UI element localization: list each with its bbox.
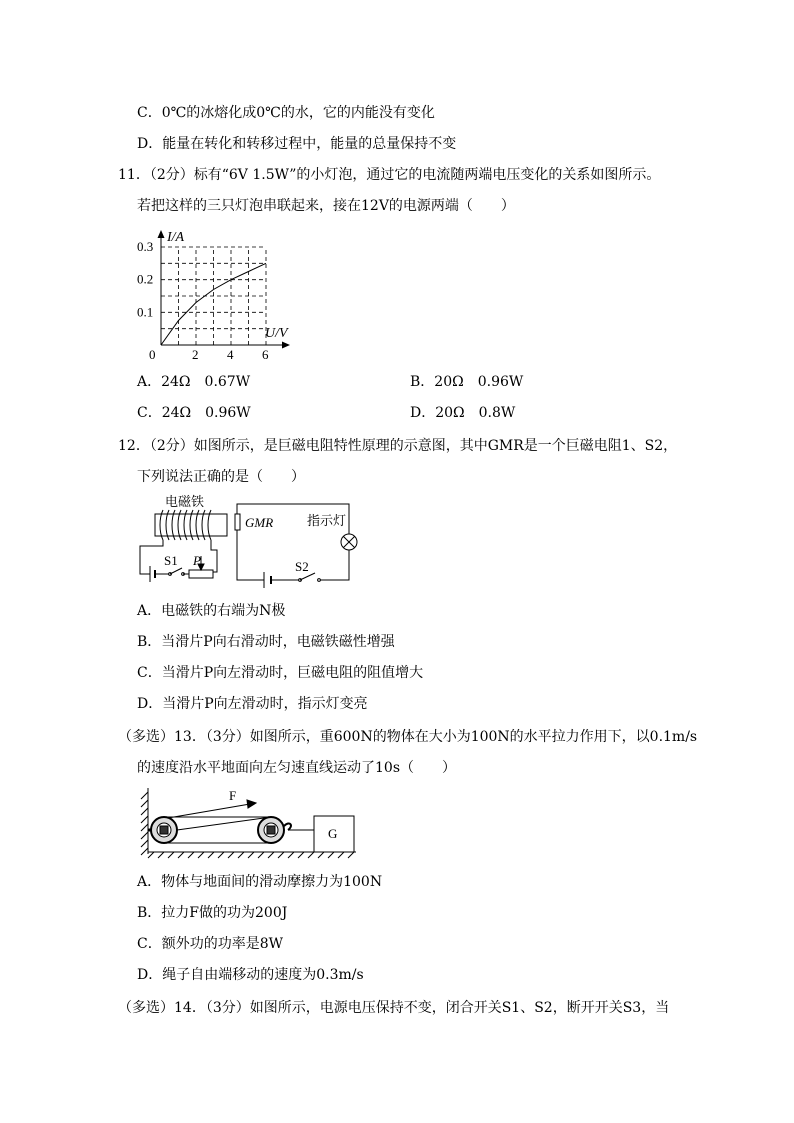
force-arrow-icon [168, 800, 256, 818]
y-tick-label: 0.2 [137, 271, 154, 287]
q11-stem-line1: 11．（2分）标有“6V 1.5W”的小灯泡，通过它的电流随两端电压变化的关系如图所示。 [118, 167, 661, 183]
q12-option-a: A．电磁铁的右端为N极 [137, 603, 286, 619]
ground-icon [148, 852, 356, 858]
q13-option-d: D．绳子自由端移动的速度为0.3m/s [137, 967, 364, 983]
y-tick-label: 0.3 [137, 239, 154, 254]
gmr-label: GMR [245, 515, 274, 530]
q11-option-d: D．20Ω 0.8W [410, 405, 516, 421]
battery-1-icon [150, 566, 155, 582]
q13-stem-line1: （多选）13．（3分）如图所示，重600N的物体在大小为100N的水平拉力作用下，以0.1m/s [118, 729, 698, 745]
q12-option-b: B．当滑片P向右滑动时，电磁铁磁性增强 [137, 634, 395, 650]
x-tick-label: 4 [227, 347, 234, 362]
switch-s2-label: S2 [295, 559, 309, 574]
q10-option-d: D．能量在转化和转移过程中，能量的总量保持不变 [137, 136, 457, 152]
q13-option-c: C．额外功的功率是8W [137, 936, 284, 952]
force-label: F [229, 788, 237, 803]
q11-option-a: A．24Ω 0.67W [137, 374, 251, 390]
q11-option-b: B．20Ω 0.96W [410, 374, 524, 390]
ropes [164, 817, 271, 843]
q11-option-c: C．24Ω 0.96W [137, 405, 251, 421]
x-tick-label: 2 [192, 347, 199, 362]
fixed-pulley-icon [151, 817, 177, 843]
y-tick-label: 0.1 [137, 304, 154, 320]
switch-s2-icon [299, 573, 321, 581]
indicator-lamp-label: 指示灯 [307, 513, 347, 528]
q13-pulley-diagram [138, 786, 363, 860]
control-circuit-wires [140, 540, 217, 574]
q14-stem-line1: （多选）14．（3分）如图所示，电源电压保持不变，闭合开关S1、S2，断开开关S3，当 [118, 1000, 670, 1016]
q13-option-b: B．拉力F做的功为200J [137, 905, 288, 921]
indicator-lamp-icon [341, 534, 357, 550]
x-tick-label: 0 [149, 347, 156, 362]
chart-x-axis-label: U/V [265, 326, 288, 341]
q13-option-a: A．物体与地面间的滑动摩擦力为100N [137, 874, 383, 890]
chart-y-axis-label: I/A [167, 230, 185, 245]
q12-option-d: D．当滑片P向左滑动时，指示灯变亮 [137, 696, 368, 712]
chart-series-line [161, 263, 266, 345]
switch-s1-icon [169, 568, 185, 575]
slider-p-label: P [193, 553, 201, 568]
block-g-label: G [328, 826, 338, 841]
q12-stem-line1: 12．（2分）如图所示，是巨磁电阻特性原理的示意图，其中GMR是一个巨磁电阻1、S2， [118, 438, 678, 454]
q12-gmr-circuit-diagram [135, 492, 365, 588]
q11-stem-line2: 若把这样的三只灯泡串联起来，接在12V的电源两端（ ） [137, 198, 515, 214]
q12-stem-line2: 下列说法正确的是（ ） [137, 469, 305, 485]
x-tick-label: 6 [262, 347, 269, 362]
moving-pulley-icon [258, 817, 314, 843]
chart-grid [161, 247, 266, 345]
switch-s1-label: S1 [164, 553, 178, 568]
battery-2-icon [264, 572, 271, 588]
wall-icon [141, 788, 148, 855]
coil-windings [160, 510, 211, 540]
q11-iu-chart [130, 225, 300, 365]
q12-option-c: C．当滑片P向左滑动时，巨磁电阻的阻值增大 [137, 665, 424, 681]
q10-option-c: C．0℃的冰熔化成0℃的水，它的内能没有变化 [137, 105, 435, 121]
gmr-resistor [235, 514, 240, 530]
electromagnet-label: 电磁铁 [165, 494, 205, 509]
q13-stem-line2: 的速度沿水平地面向左匀速直线运动了10s（ ） [137, 760, 456, 776]
